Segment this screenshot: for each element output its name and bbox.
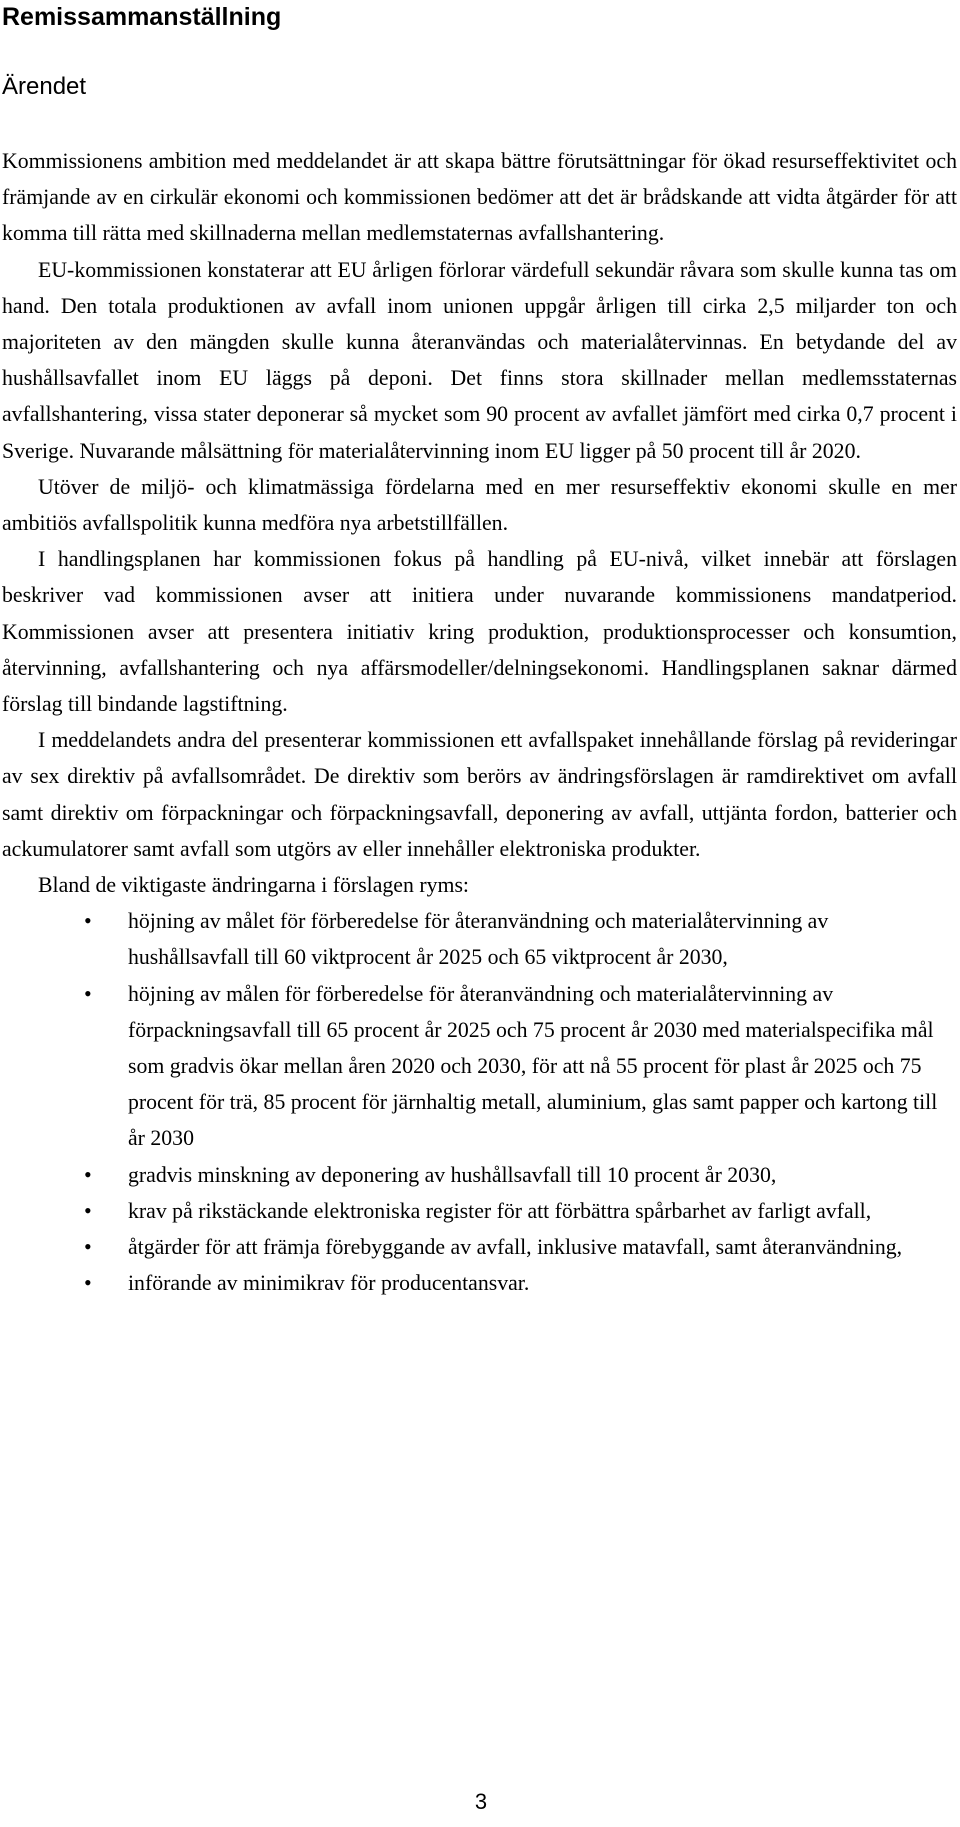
list-item <box>84 1193 957 1229</box>
list-item <box>84 976 957 1157</box>
bullet-icon: • <box>84 1234 92 1260</box>
page-number: 3 <box>474 1789 488 1814</box>
bullet-icon: • <box>84 908 92 934</box>
body-paragraph: Kommissionens ambition med meddelandet är att skapa bättre förutsättningar för ökad resurseffektivitet och främjande av en cirkulär ekonomi och kommissionen bedömer att det är brådskande att vidta åtgärder för att komma till rätta med skillnaderna mellan medlemstaternas avfallshantering. <box>2 149 957 246</box>
bullet-icon: • <box>84 980 92 1006</box>
list-item-text: införande av minimikrav för producentansvar. <box>128 1271 530 1296</box>
list-item <box>84 1157 957 1193</box>
body-paragraph: Bland de viktigaste ändringarna i förslagen ryms: <box>38 873 469 898</box>
bullet-icon: • <box>84 1270 92 1296</box>
list-item <box>84 1229 957 1265</box>
list-item-text: höjning av målen för förberedelse för återanvändning och materialåtervinning av förpackningsavfall till 65 procent år 2025 och 75 procent år 2030 med materialspecifika mål som gradvis ökar mellan åren 2020 och 2030, för att nå 55 procent för plast år 2025 och 75 procent för trä, 85 procent för järnhaltig metall, aluminium, glas samt papper och kartong till år 2030 <box>128 981 938 1151</box>
body-paragraph: Utöver de miljö- och klimatmässiga fördelarna med en mer resurseffektiv ekonomi skulle en mer ambitiös avfallspolitik kunna medföra nya arbetstillfällen. <box>2 474 957 536</box>
bullet-icon: • <box>84 1197 92 1223</box>
list-item-text: åtgärder för att främja förebyggande av avfall, inklusive matavfall, samt återanvändning, <box>128 1235 903 1260</box>
page-title: Remissammanställning <box>2 3 282 31</box>
section-heading: Ärendet <box>2 73 87 100</box>
list-item-text: höjning av målet för förberedelse för återanvändning och materialåtervinning av hushållsavfall till 60 viktprocent år 2025 och 65 viktprocent år 2030, <box>128 909 829 970</box>
body-paragraph: EU-kommissionen konstaterar att EU årligen förlorar värdefull sekundär råvara som skulle kunna tas om hand. Den totala produktionen av avfall inom unionen uppgår årligen till cirka 2,5 miljarder ton och majoriteten av den mängden skulle kunna återanvändas och materialåtervinnas. En betydande del av hushållsavfallet inom EU läggs på deponi. Det finns stora skillnader mellan medlemsstaternas avfallshantering, vissa stater deponerar så mycket som 90 procent av avfallet jämfört med cirka 0,7 procent i Sverige. Nuvarande målsättning för materialåtervinning inom EU ligger på 50 procent till år 2020. <box>2 257 957 463</box>
bullet-icon: • <box>84 1161 92 1187</box>
list-item-text: krav på rikstäckande elektroniska register för att förbättra spårbarhet av farligt avfall, <box>128 1198 872 1223</box>
list-item-text: gradvis minskning av deponering av hushållsavfall till 10 procent år 2030, <box>128 1162 777 1187</box>
body-paragraph: I handlingsplanen har kommissionen fokus på handling på EU-nivå, vilket innebär att förslagen beskriver vad kommissionen avser att initiera under nuvarande kommissionens mandatperiod. Kommissionen avser att presentera initiativ kring produktion, produktionsprocesser och konsumtion, återvinning, avfallshantering och nya affärsmodeller/delningsekonomi. Handlingsplanen saknar därmed förslag till bindande lagstiftning. <box>2 547 957 717</box>
list-item <box>84 1265 957 1301</box>
body-paragraph: I meddelandets andra del presenterar kommissionen ett avfallspaket innehållande förslag på revideringar av sex direktiv på avfallsområdet. De direktiv som berörs av ändringsförslagen är ramdirektivet om avfall samt direktiv om förpackningar och förpackningsavfall, deponering av avfall, uttjänta fordon, batterier och ackumulatorer samt avfall som utgörs av eller innehåller elektroniska produkter. <box>2 728 957 861</box>
list-item <box>84 903 957 975</box>
bullet-list <box>2 903 957 1301</box>
document-body <box>2 143 957 1302</box>
